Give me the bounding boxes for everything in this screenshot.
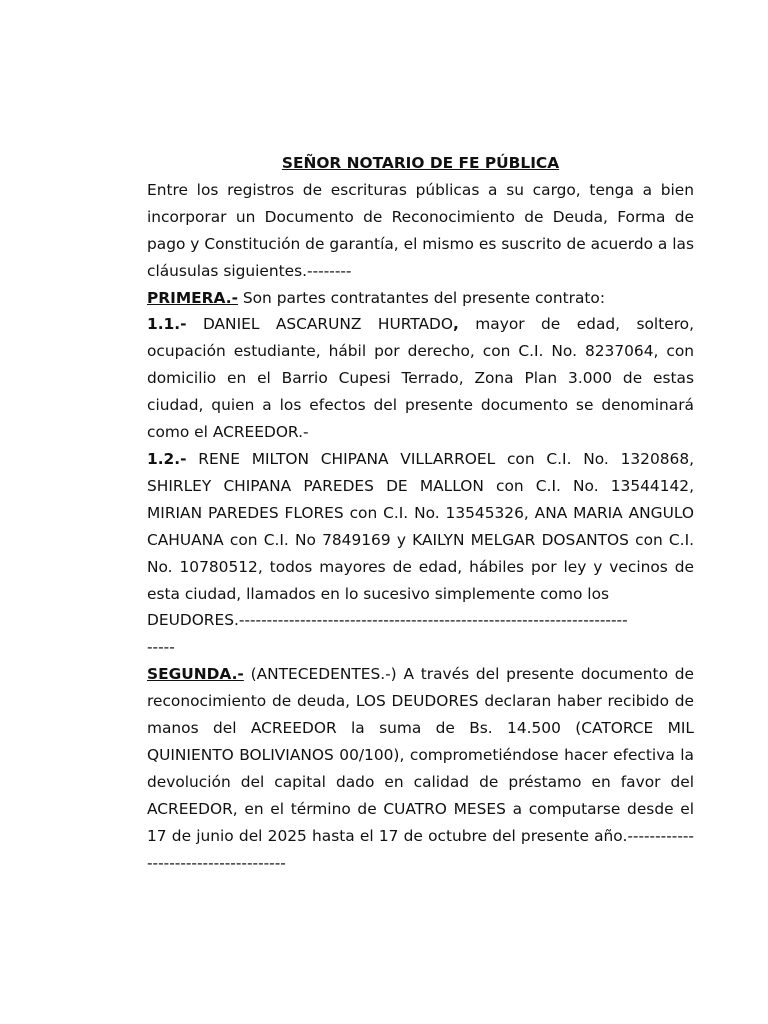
- clause-1-1-text: mayor de edad, soltero, ocupación estudiante, hábil por derecho, con C.I. No. 8237064, con domicilio en el Barrio Cupesi Terrado, Zona Plan 3.000 de estas ciudad, quien a los efectos del presente documento se denominará como el ACREEDOR.-: [147, 315, 694, 442]
- clause-segunda-label: SEGUNDA.-: [147, 665, 244, 684]
- clause-primera-text: Son partes contratantes del presente contrato:: [237, 288, 606, 307]
- clause-primera-label: PRIMERA.-: [147, 288, 238, 307]
- intro-paragraph: Entre los registros de escrituras públicas a su cargo, tenga a bien incorporar un Documento de Reconocimiento de Deuda, Forma de pago y Constitución de garantía, el mismo es suscrito de acuerdo a las cláusulas siguientes.--------: [147, 180, 694, 280]
- clause-segunda: [147, 661, 694, 876]
- creditor-name-comma: ,: [453, 315, 459, 334]
- document-title: SEÑOR NOTARIO DE FE PÚBLICA: [281, 154, 560, 172]
- document-page: [147, 150, 694, 876]
- deudores-line: DEUDORES.----------------------------------------------------------------------: [147, 611, 628, 630]
- dash-line: -----: [147, 638, 175, 657]
- clause-1-2-label: 1.2.-: [147, 449, 187, 468]
- clause-1-2-text: RENE MILTON CHIPANA VILLARROEL con C.I. No. 1320868, SHIRLEY CHIPANA PAREDES DE MALLON con C.I. No. 13544142, MIRIAN PAREDES FLORES con C.I. No. 13545326, ANA MARIA ANGULO CAHUANA con C.I. No 7849169 y KAILYN MELGAR DOSANTOS con C.I. No. 10780512, todos mayores de edad, hábiles por ley y vecinos de esta ciudad, llamados en lo sucesivo simplemente como los: [147, 449, 694, 603]
- clause-1-2: [147, 446, 694, 607]
- clause-1-1: [147, 311, 694, 446]
- creditor-name: DANIEL ASCARUNZ HURTADO: [186, 315, 453, 334]
- clause-primera: [147, 285, 694, 312]
- clause-1-1-label: 1.1.-: [147, 315, 187, 334]
- clause-segunda-text: (ANTECEDENTES.-) A través del presente documento de reconocimiento de deuda, LOS DEUDORES declaran haber recibido de manos del ACREEDOR la suma de Bs. 14.500 (CATORCE MIL QUINIENTO BOLIVIANOS 00/100), comprometiéndose hacer efectiva la devolución del capital dado en calidad de préstamo en favor del ACREEDOR, en el término de CUATRO MESES a computarse desde el 17 de junio del 2025 hasta el 17 de octubre del presente año.-------------------------------------: [147, 665, 694, 872]
